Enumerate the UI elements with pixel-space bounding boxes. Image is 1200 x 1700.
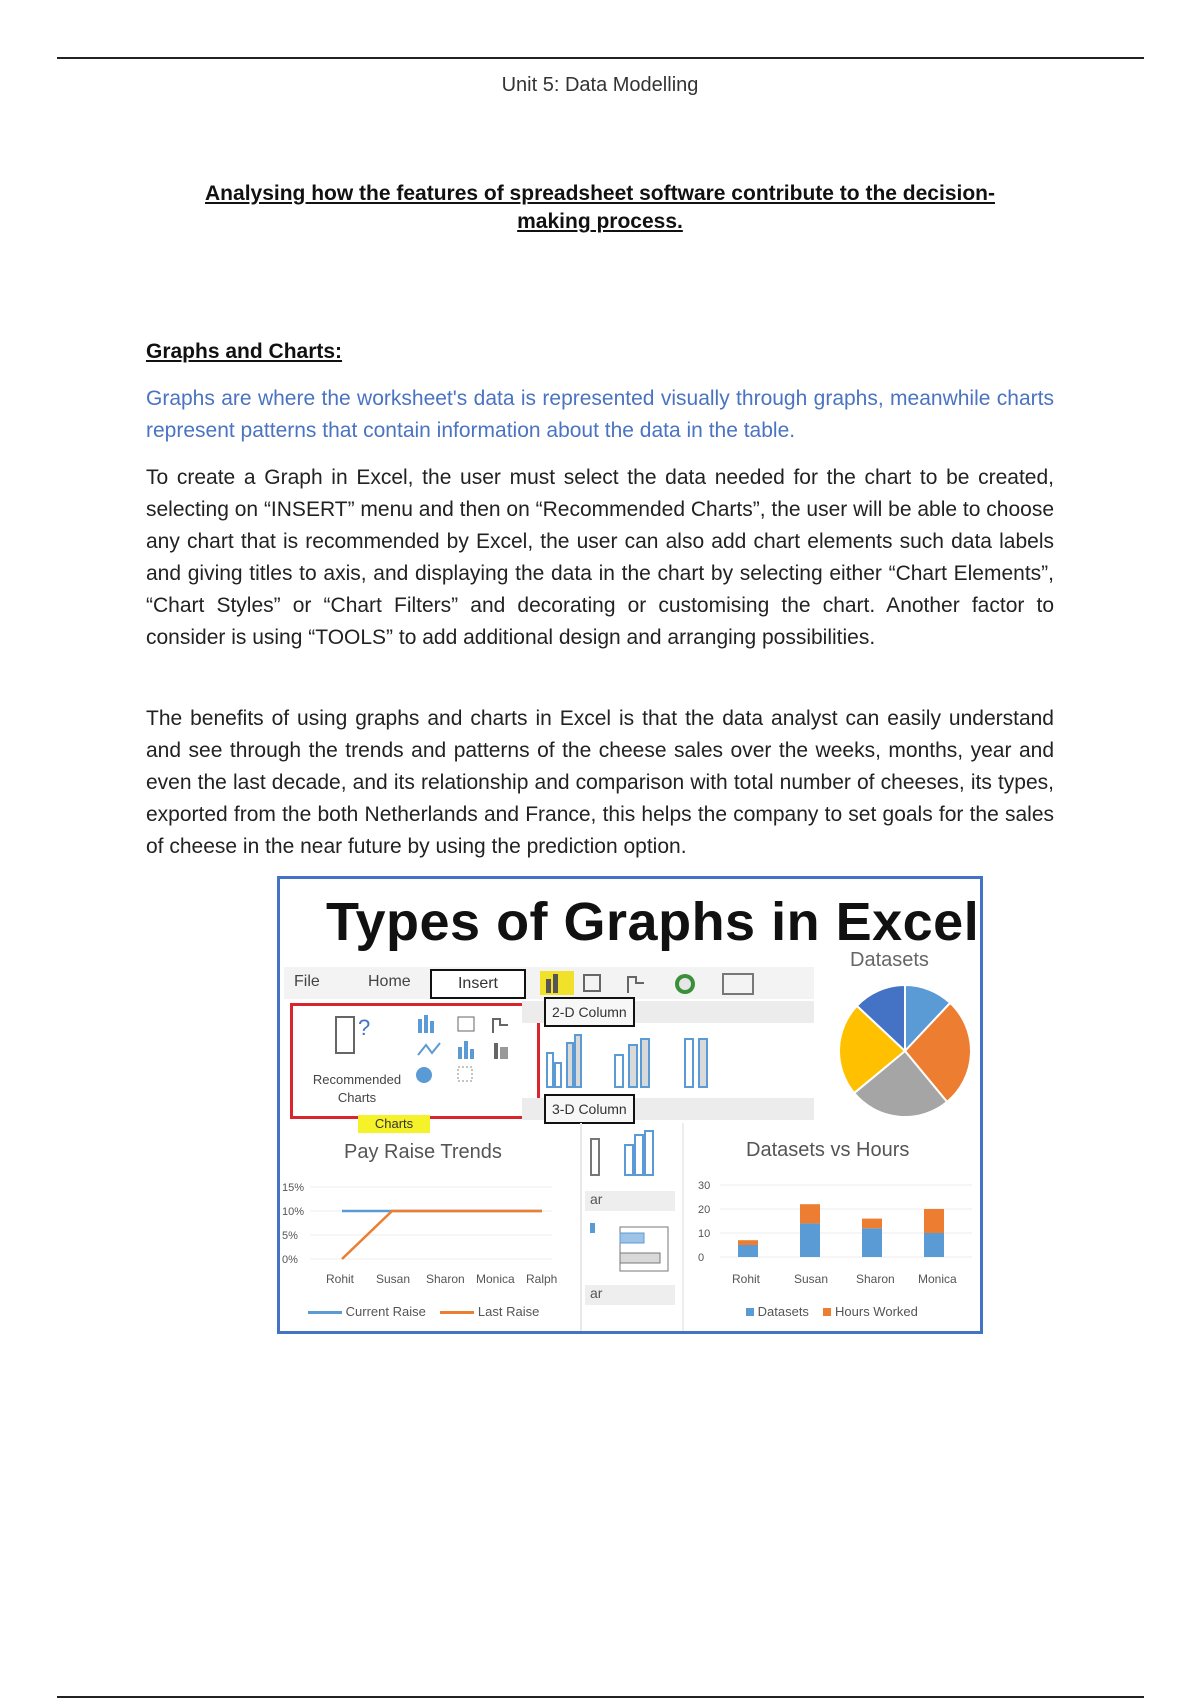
bar-segment-monica-2 [924,1209,944,1233]
stacked-bar-chart [690,1169,980,1299]
bottom-rule [57,1696,1144,1698]
section-heading: Graphs and Charts: [146,340,343,363]
column-3d-icons [585,1129,675,1179]
legend-datasets: Datasets [757,1304,809,1319]
label-3d-column: 3-D Column [544,1094,635,1124]
bar-chart-legend [746,1304,918,1319]
page-header: Unit 5: Data Modelling [501,74,699,96]
line-x-tick: Rohit [326,1272,355,1286]
intro-paragraph: Graphs are where the worksheet's data is represented visually through graphs, meanwhile charts represent patterns that contain information about the data in the table. [146,387,1054,442]
bar-chart-title: Datasets vs Hours [746,1139,910,1161]
line-y-tick: 10% [282,1206,305,1218]
bar-segment-sharon-2 [862,1219,882,1229]
legend-datasets-swatch [746,1308,754,1316]
line-chart [282,1169,576,1299]
line-y-tick: 5% [282,1230,298,1242]
bar-x-tick: Sharon [856,1272,895,1286]
line-x-tick: Susan [376,1272,411,1286]
bar-y-tick: 10 [698,1228,711,1240]
legend-current-swatch [308,1311,342,1314]
stacked-column-icon[interactable] [615,1055,623,1087]
bar-segment-monica-1 [924,1233,944,1257]
waterfall-chart-icon[interactable] [628,977,644,993]
recommended-charts-icon[interactable] [336,1017,354,1053]
bar-x-tick: Rohit [732,1272,761,1286]
bar-y-tick: 30 [698,1180,711,1192]
charts-group-label: Charts [358,1115,430,1133]
bar-segment-sharon-1 [862,1228,882,1257]
pie-chart [825,979,983,1119]
side-label-2: ar [590,1285,603,1301]
3d-column-icon[interactable] [591,1139,599,1175]
recommended-label-line2: Charts [337,1090,377,1105]
legend-last-raise: Last Raise [477,1304,540,1319]
clustered-column-icon[interactable] [547,1053,553,1087]
line-chart-legend [308,1304,539,1319]
bar-segment-susan-1 [800,1223,820,1257]
tab-file[interactable]: File [294,973,320,990]
bar-chart-icons [590,1219,680,1277]
question-icon: ? [358,1015,371,1040]
bar-x-tick: Monica [918,1272,957,1286]
line-y-tick: 0% [282,1254,298,1266]
side-label-1: ar [590,1191,603,1207]
bar-segment-rohit-1 [738,1245,758,1257]
legend-hours-worked: Hours Worked [835,1304,918,1319]
bar-segment-susan-2 [800,1204,820,1223]
excel-graphs-figure [277,876,983,1334]
bar-x-tick: Susan [794,1272,829,1286]
tab-insert[interactable]: Insert [430,969,526,999]
column-gallery-2d [545,1031,745,1091]
line-chart-title: Pay Raise Trends [344,1141,502,1163]
legend-last-swatch [440,1311,474,1314]
pivot-chart-icon[interactable] [723,974,753,994]
line-x-tick: Sharon [426,1272,465,1286]
recommended-charts-label[interactable] [302,1071,412,1107]
ribbon-chart-icons [540,971,760,997]
pie-title: Datasets [850,949,929,971]
legend-current-raise: Current Raise [345,1304,426,1319]
paragraph-create-graph: To create a Graph in Excel, the user must select the data needed for the chart to be created, selecting on “INSERT” menu and then on “Recommended Charts”, the user will be able to choose any chart that is recommended by Excel, the user can also add chart elements such data labels and giving titles to axis, and displaying the data in the chart by selecting either “Chart Elements”, “Chart Styles” or “Chart Filters” and decorating or customising the chart. Another factor to consider is using “TOOLS” to add additional design and arranging possibilities. [146,466,1054,649]
paragraph-benefits: The benefits of using graphs and charts in Excel is that the data analyst can easily understand and see through the trends and patterns of the cheese sales over the weeks, months, year and even the last decade, and its relationship and comparison with total number of cheeses, its types, exported from the both Netherlands and France, this helps the company to set goals for the sales of cheese in the near future by using the prediction option. [146,707,1054,858]
recommended-label-line1: Recommended [312,1072,402,1087]
line-y-tick: 15% [282,1182,305,1194]
line-x-tick: Ralph [526,1272,558,1286]
figure-title: Types of Graphs in Excel [326,892,980,952]
hierarchy-chart-icon[interactable] [584,975,600,991]
legend-hours-swatch [823,1308,831,1316]
bar-y-tick: 0 [698,1252,705,1264]
document-title: Analysing how the features of spreadsheet software contribute to the decision-making process. [205,182,995,233]
percent-column-icon[interactable] [685,1039,693,1087]
top-rule [57,57,1144,59]
line-x-tick: Monica [476,1272,515,1286]
tab-home[interactable]: Home [368,973,411,990]
bar-y-tick: 20 [698,1204,711,1216]
label-2d-column: 2-D Column [544,997,635,1027]
bar-segment-rohit-2 [738,1240,758,1245]
